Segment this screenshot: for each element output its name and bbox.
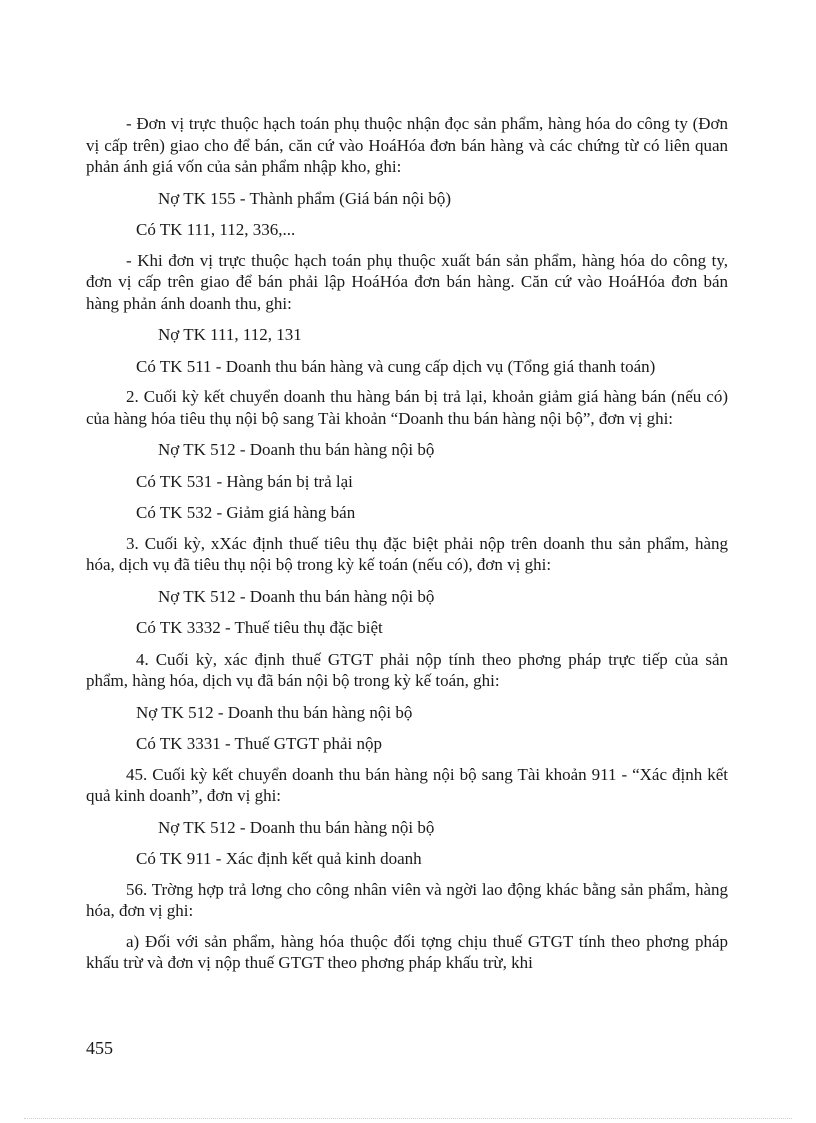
entry-credit-911: Có TK 911 - Xác định kết quả kinh doanh (136, 849, 422, 868)
paragraph-9: a) Đối với sản phẩm, hàng hóa thuộc đối tợng chịu thuế GTGT tính theo phơng pháp khấu trừ và đơn vị nộp thuế GTGT theo phơng pháp khấu trừ, khi (86, 931, 728, 972)
entry-debit-512-b: Nợ TK 512 - Doanh thu bán hàng nội bộ (158, 586, 435, 606)
paragraph-8: 56. Trờng hợp trả lơng cho công nhân viên và ngời lao động khác bằng sản phẩm, hàng hóa, đơn vị ghi: (86, 879, 728, 920)
paragraph-4: 2. Cuối kỳ kết chuyển doanh thu hàng bán bị trả lại, khoản giảm giá hàng bán (nếu có) của hàng hóa tiêu thụ nội bộ sang Tài khoản “Doanh thu bán hàng nội bộ”, đơn vị ghi: (86, 387, 728, 428)
entry-credit-531: Có TK 531 - Hàng bán bị trả lại (136, 471, 353, 491)
paragraph-5: 3. Cuối kỳ, xXác định thuế tiêu thụ đặc biệt phải nộp trên doanh thu sản phẩm, hàng hóa, dịch vụ đã tiêu thụ nội bộ trong kỳ kế toán (nếu có), đơn vị ghi: (86, 533, 728, 574)
footer-divider (24, 1118, 792, 1119)
entry-credit-532: Có TK 532 - Giảm giá hàng bán (136, 503, 356, 522)
entry-debit-155: Nợ TK 155 - Thành phẩm (Giá bán nội bộ) (158, 188, 452, 208)
entry-debit-512-a: Nợ TK 512 - Doanh thu bán hàng nội bộ (158, 440, 435, 459)
paragraph-6: 4. Cuối kỳ, xác định thuế GTGT phải nộp tính theo phơng pháp trực tiếp của sản phẩm, hàng hóa, dịch vụ đã bán nội bộ trong kỳ kế toán, ghi: (86, 649, 728, 690)
entry-debit-111: Nợ TK 111, 112, 131 (158, 325, 302, 344)
entry-debit-512-d: Nợ TK 512 - Doanh thu bán hàng nội bộ (158, 817, 435, 837)
entry-debit-512-c: Nợ TK 512 - Doanh thu bán hàng nội bộ (136, 702, 413, 722)
entry-credit-111: Có TK 111, 112, 336,... (136, 220, 296, 239)
entry-credit-3331: Có TK 3331 - Thuế GTGT phải nộp (136, 734, 383, 753)
entry-credit-3332: Có TK 3332 - Thuế tiêu thụ đặc biệt (136, 618, 383, 637)
paragraph-3: Có TK 511 - Doanh thu bán hàng và cung cấp dịch vụ (Tổng giá thanh toán) (136, 356, 656, 376)
body-text (86, 113, 728, 974)
paragraph-7: 45. Cuối kỳ kết chuyển doanh thu bán hàng nội bộ sang Tài khoản 911 - “Xác định kết quả kinh doanh”, đơn vị ghi: (86, 764, 728, 805)
paragraph-1: - Đơn vị trực thuộc hạch toán phụ thuộc nhận đọc sản phẩm, hàng hóa do công ty (Đơn vị cấp trên) giao cho để bán, căn cứ vào HoáHóa đơn bán hàng và các chứng từ có liên quan phản ánh giá vốn của sản phẩm nhập kho, ghi: (86, 114, 728, 176)
paragraph-2: - Khi đơn vị trực thuộc hạch toán phụ thuộc xuất bán sản phẩm, hàng hóa do công ty, đơn vị cấp trên giao để bán phải lập HoáHóa đơn bán hàng. Căn cứ vào HoáHóa đơn bán hàng phản ánh doanh thu, ghi: (86, 250, 728, 313)
page-number: 455 (86, 1038, 113, 1058)
